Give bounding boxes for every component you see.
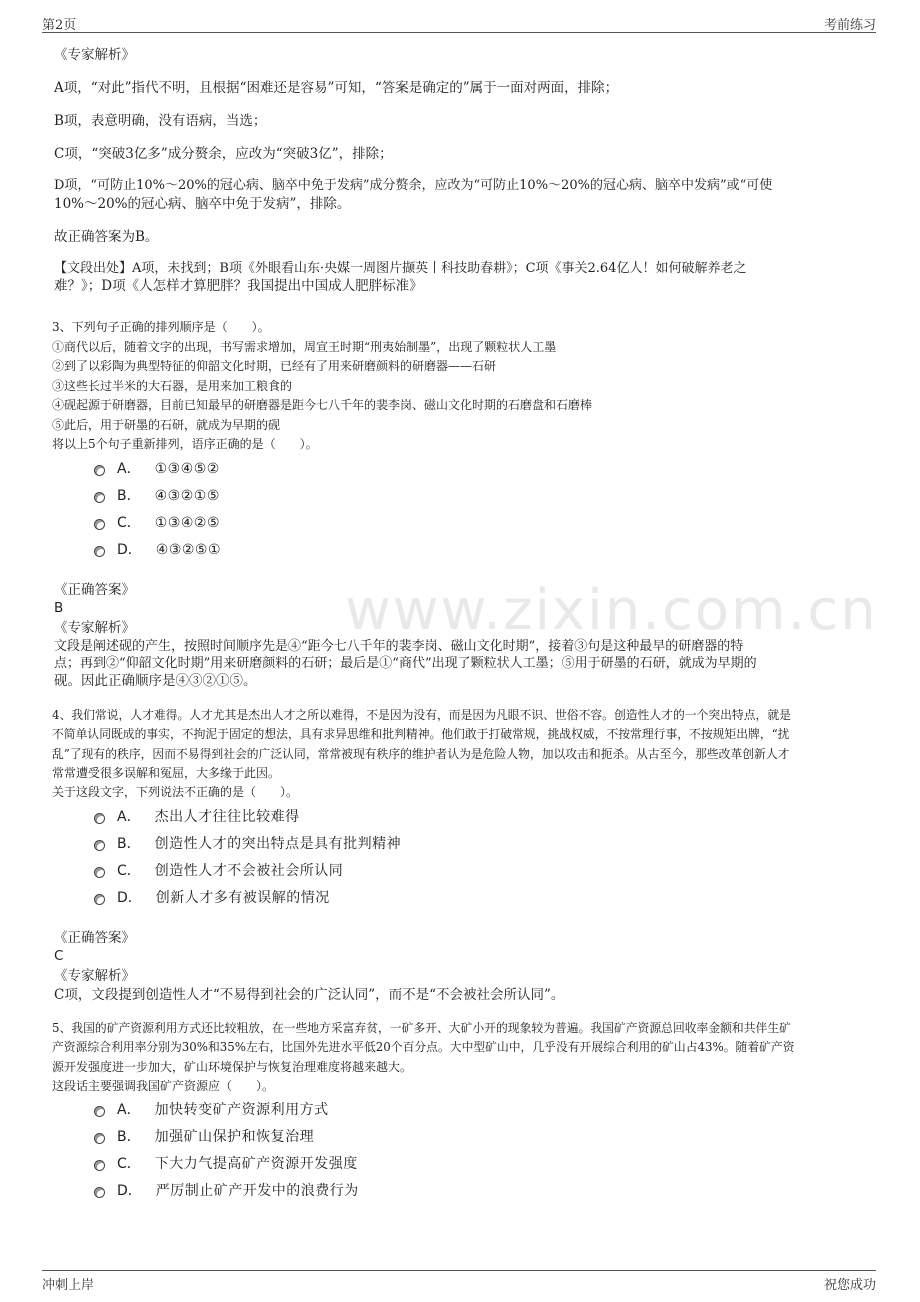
option-d[interactable] [94,887,330,909]
radio-icon[interactable] [94,546,105,557]
passage-line-2: 不简单认同既成的事实，不拘泥于固定的想法，具有求异思维和批判精神。他们敢于打破常规，挑战权威，不按常理行事，不按规矩出牌，“扰 [52,727,790,741]
option-label: C． [117,863,141,879]
analysis-line-c: C项，“突破3亿多”成分赘余，应改为“突破3亿”，排除； [54,146,393,162]
option-label: C． [117,515,141,531]
sentence-1: ①商代以后，随着文字的出现，书写需求增加，周宣王时期“刑夷始制墨”，出现了颗粒状人工墨 [52,340,557,354]
question-stem: 3、下列句子正确的排列顺序是（ ）。 [52,320,270,334]
option-text: ①③④②⑤ [154,515,221,531]
footer-right-text: 祝您成功 [823,1278,876,1293]
sentence-3: ③这些长过半米的大石器，是用来加工粮食的 [52,379,293,393]
source-line-1: 【文段出处】A项，未找到；B项《外眼看山东·央媒一周图片撷英丨科技助春耕》；C项《事关2.64亿人！如何破解养老之 [54,261,747,276]
radio-icon[interactable] [94,1160,105,1171]
analysis-line-b: B项，表意明确，没有语病，当选； [54,113,267,129]
answer-heading: 《正确答案》 [54,582,135,598]
analysis-text-1: 文段是阐述砚的产生，按照时间顺序先是④“距今七八千年的裴李岗、磁山文化时期”，接着③句是这种最早的研磨器的特 [54,639,744,654]
answer-value: C [54,948,64,964]
analysis-line-d1: D项，“可防止10%～20%的冠心病、脑卒中免于发病”成分赘余，应改为“可防止10%～20%的冠心病、脑卒中发病”或“可使 [54,178,773,193]
footer-left-text: 冲刺上岸 [42,1278,95,1293]
radio-icon[interactable] [94,1106,105,1117]
passage-line-1: 5、我国的矿产资源利用方式还比较粗放，在一些地方采富弃贫，一矿多开、大矿小开的现象较为普遍。我国矿产资源总回收率金额和共伴生矿 [52,1021,791,1035]
option-label: A． [117,809,141,825]
option-a[interactable] [94,806,300,828]
option-text: 创新人才多有被误解的情况 [155,890,330,906]
option-text: 创造性人才的突出特点是具有批判精神 [154,836,402,852]
option-a[interactable] [94,1099,329,1121]
header-title: 考前练习 [823,18,876,33]
page-number: 第2页 [42,18,77,33]
passage-line-4: 常常遭受很多误解和冤屈，大多缘于此因。 [52,766,281,780]
option-label: D． [117,542,142,558]
question-ask: 这段话主要强调我国矿产资源应（ ）。 [52,1079,275,1093]
option-text: 加强矿山保护和恢复治理 [154,1129,315,1145]
option-d[interactable] [94,539,221,561]
option-text: ①③④⑤② [154,461,220,477]
option-c[interactable] [94,860,343,882]
sentence-5: ⑤此后，用于研墨的石研，就成为早期的砚 [52,418,281,432]
option-label: A． [117,461,141,477]
analysis-text-2: 点；再到②“仰韶文化时期”用来研磨颜料的石研；最后是①“商代”出现了颗粒状人工墨；⑤用于研墨的石研，就成为早期的 [54,656,757,671]
analysis-text-3: 砚。因此正确顺序是④③②①⑤。 [54,673,257,689]
analysis-conclusion: 故正确答案为B。 [54,229,159,245]
option-c[interactable] [94,512,220,534]
question-ask: 将以上5个句子重新排列，语序正确的是（ ）。 [52,437,318,451]
option-c[interactable] [94,1153,358,1175]
radio-icon[interactable] [94,519,105,530]
radio-icon[interactable] [94,1187,105,1198]
answer-heading: 《正确答案》 [54,930,135,946]
analysis-heading: 《专家解析》 [54,47,135,63]
option-d[interactable] [94,1180,359,1202]
option-text: 创造性人才不会被社会所认同 [154,863,344,879]
option-b[interactable] [94,485,220,507]
option-label: B． [117,836,141,852]
option-a[interactable] [94,458,220,480]
passage-line-3: 乱”了现有的秩序，因而不易得到社会的广泛认同，常常被现有秩序的维护者认为是危险人物，加以攻击和扼杀。从古至今，那些改革创新人才 [52,747,790,761]
option-b[interactable] [94,1126,314,1148]
radio-icon[interactable] [94,492,105,503]
option-b[interactable] [94,833,401,855]
radio-icon[interactable] [94,867,105,878]
question-ask: 关于这段文字，下列说法不正确的是（ ）。 [52,785,299,799]
option-label: D． [117,1183,142,1199]
passage-line-2: 产资源综合利用率分别为30%和35%左右，比国外先进水平低20个百分点。大中型矿山中，几乎没有开展综合利用的矿山占43%。随着矿产资 [52,1040,795,1054]
radio-icon[interactable] [94,465,105,476]
radio-icon[interactable] [94,840,105,851]
option-label: D． [117,890,142,906]
option-text: 加快转变矿产资源利用方式 [154,1102,329,1118]
analysis-line-a: A项，“对此”指代不明，且根据“困难还是容易”可知，“答案是确定的”属于一面对两面，排除； [54,80,619,96]
analysis-heading: 《专家解析》 [54,620,135,636]
passage-line-3: 源开发强度进一步加大，矿山环境保护与恢复治理难度将越来越大。 [52,1060,413,1074]
option-text: ④③②⑤① [155,542,222,558]
watermark: www.zixin.com.cn [345,578,878,643]
sentence-4: ④砚起源于研磨器，目前已知最早的研磨器是距今七八千年的裴李岗、磁山文化时期的石磨盘和石磨棒 [52,398,593,412]
analysis-text: C项，文段提到创造性人才“不易得到社会的广泛认同”，而不是“不会被社会所认同”。 [54,987,565,1003]
option-text: ④③②①⑤ [154,488,220,504]
answer-value: B [54,600,64,616]
option-label: B． [117,1129,141,1145]
source-line-2: 难？》；D项《人怎样才算肥胖？我国提出中国成人肥胖标准》 [54,278,423,294]
radio-icon[interactable] [94,813,105,824]
analysis-heading: 《专家解析》 [54,968,135,984]
radio-icon[interactable] [94,1133,105,1144]
option-text: 下大力气提高矿产资源开发强度 [154,1156,358,1172]
radio-icon[interactable] [94,894,105,905]
page-footer [42,1270,876,1295]
option-label: A． [117,1102,141,1118]
option-label: B． [117,488,141,504]
sentence-2: ②到了以彩陶为典型特征的仰韶文化时期，已经有了用来研磨颜料的研磨器——石研 [52,359,497,373]
option-text: 严厉制止矿产开发中的浪费行为 [155,1183,359,1199]
option-text: 杰出人才往往比较难得 [154,809,300,825]
page-header [42,12,876,33]
passage-line-1: 4、我们常说，人才难得。人才尤其是杰出人才之所以难得，不是因为没有，而是因为凡眼不识、世俗不容。创造性人才的一个突出特点，就是 [52,708,791,722]
option-label: C． [117,1156,141,1172]
analysis-line-d2: 10%～20%的冠心病、脑卒中免于发病”，排除。 [54,196,351,212]
